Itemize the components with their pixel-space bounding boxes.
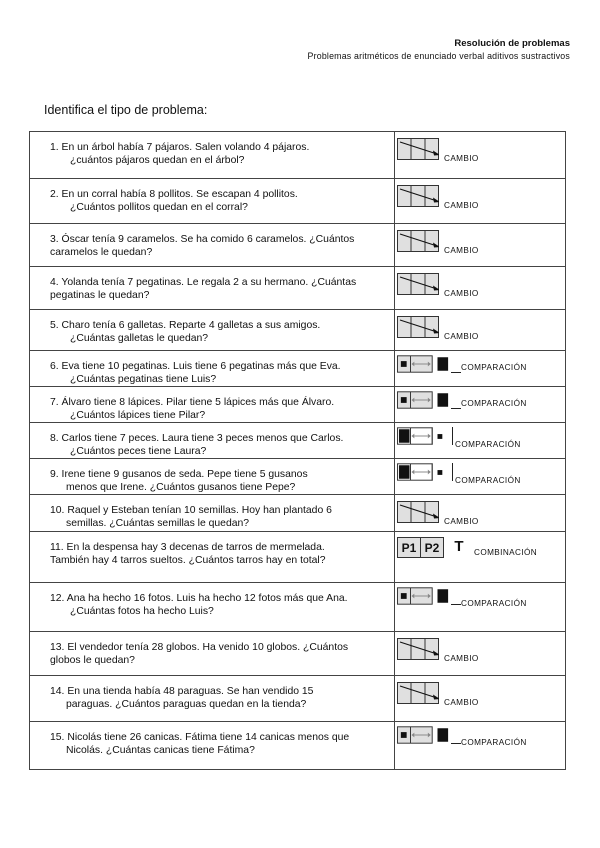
problem-type-cell xyxy=(395,310,566,351)
problem-row xyxy=(30,387,566,423)
problem-line-2: semillas. ¿Cuántas semillas le quedan? xyxy=(66,517,250,529)
comparacion-diagram-icon xyxy=(397,355,451,373)
problem-text-cell xyxy=(30,722,395,770)
problem-text-cell xyxy=(30,387,395,423)
comparacion-diagram-icon xyxy=(397,587,451,605)
problem-row xyxy=(30,179,566,224)
problem-row xyxy=(30,267,566,310)
problem-line-2: globos le quedan? xyxy=(50,654,135,666)
problem-type-cell xyxy=(395,722,566,770)
problem-line-1: 6. Eva tiene 10 pegatinas. Luis tiene 6 pegatinas más que Eva. xyxy=(50,361,341,372)
cambio-label: CAMBIO xyxy=(444,517,479,526)
problem-line-1: 4. Yolanda tenía 7 pegatinas. Le regala 2 a su hermano. ¿Cuántas xyxy=(50,277,357,288)
cambio-label: CAMBIO xyxy=(444,201,479,210)
cambio-diagram-icon xyxy=(397,185,439,207)
cambio-label: CAMBIO xyxy=(444,654,479,663)
problem-line-1: 12. Ana ha hecho 16 fotos. Luis ha hecho 12 fotos más que Ana. xyxy=(50,593,348,604)
problem-line-2: ¿Cuántas galletas le quedan? xyxy=(70,332,209,344)
problem-line-2: caramelos le quedan? xyxy=(50,246,153,258)
problems-table xyxy=(29,131,566,770)
problem-text-cell xyxy=(30,351,395,387)
instruction: Identifica el tipo de problema: xyxy=(44,103,208,117)
underline xyxy=(451,372,461,373)
problem-row xyxy=(30,676,566,722)
problem-type-cell xyxy=(395,459,566,495)
problem-text-cell xyxy=(30,632,395,676)
comparacion-label: COMPARACIÓN xyxy=(461,399,527,408)
problem-type-cell xyxy=(395,495,566,532)
header-subtitle: Problemas aritméticos de enunciado verbal aditivos sustractivos xyxy=(307,51,570,61)
problem-type-cell xyxy=(395,423,566,459)
problem-line-1: 9. Irene tiene 9 gusanos de seda. Pepe tiene 5 gusanos xyxy=(50,469,308,480)
problem-line-2: ¿Cuántas pegatinas tiene Luis? xyxy=(70,373,217,385)
problem-line-2: Nicolás. ¿Cuántas canicas tiene Fátima? xyxy=(66,744,255,756)
problem-row xyxy=(30,310,566,351)
comparacion-diagram-icon xyxy=(397,726,451,744)
cambio-diagram-icon xyxy=(397,501,439,523)
problem-type-cell xyxy=(395,583,566,632)
problem-text-cell xyxy=(30,224,395,267)
cambio-diagram-icon xyxy=(397,230,439,252)
combinacion-box-p1: P1 xyxy=(397,537,421,558)
problem-line-2: ¿Cuántos peces tiene Laura? xyxy=(70,445,207,457)
problem-type-cell xyxy=(395,267,566,310)
problem-row xyxy=(30,532,566,583)
problem-text-cell xyxy=(30,532,395,583)
problem-line-2: paraguas. ¿Cuántos paraguas quedan en la tienda? xyxy=(66,698,307,710)
cambio-label: CAMBIO xyxy=(444,698,479,707)
comparacion-label: COMPARACIÓN xyxy=(455,476,521,485)
problem-line-2: ¿Cuántos lápices tiene Pilar? xyxy=(70,409,206,421)
problem-text-cell xyxy=(30,495,395,532)
problem-text-cell xyxy=(30,267,395,310)
cambio-diagram-icon xyxy=(397,138,439,160)
problem-line-1: 15. Nicolás tiene 26 canicas. Fátima tiene 14 canicas menos que xyxy=(50,732,350,743)
combinacion-box-p2: P2 xyxy=(421,537,444,558)
problem-line-2: ¿Cuántos pollitos quedan en el corral? xyxy=(70,201,248,213)
problem-row xyxy=(30,459,566,495)
problem-row xyxy=(30,132,566,179)
problem-text-cell xyxy=(30,179,395,224)
problem-line-1: 10. Raquel y Esteban tenían 10 semillas. Hoy han plantado 6 xyxy=(50,505,332,516)
problem-type-cell xyxy=(395,387,566,423)
cambio-label: CAMBIO xyxy=(444,246,479,255)
cambio-label: CAMBIO xyxy=(444,332,479,341)
cambio-diagram-icon xyxy=(397,273,439,295)
problem-line-2: pegatinas le quedan? xyxy=(50,289,150,301)
problem-line-2: También hay 4 tarros sueltos. ¿Cuántos tarros hay en total? xyxy=(50,554,326,566)
header-title: Resolución de problemas xyxy=(454,38,570,49)
problem-text-cell xyxy=(30,583,395,632)
comparacion-label: COMPARACIÓN xyxy=(455,440,521,449)
problem-text-cell xyxy=(30,676,395,722)
problem-line-2: ¿cuántos pájaros quedan en el árbol? xyxy=(70,154,245,166)
problem-line-1: 2. En un corral había 8 pollitos. Se escapan 4 pollitos. xyxy=(50,189,298,200)
problem-line-2: menos que Irene. ¿Cuántos gusanos tiene Pepe? xyxy=(66,481,296,493)
problem-type-cell xyxy=(395,532,566,583)
combinacion-box-t: T xyxy=(444,537,474,556)
problem-text-cell xyxy=(30,310,395,351)
problem-text-cell xyxy=(30,459,395,495)
underline xyxy=(451,604,461,605)
cambio-diagram-icon xyxy=(397,638,439,660)
problem-row xyxy=(30,224,566,267)
comparacion-label: COMPARACIÓN xyxy=(461,363,527,372)
problem-row xyxy=(30,423,566,459)
problem-type-cell xyxy=(395,132,566,179)
problem-text-cell xyxy=(30,132,395,179)
problem-row xyxy=(30,722,566,770)
combinacion-label: COMBINACIÓN xyxy=(474,548,538,557)
problem-line-1: 14. En una tienda había 48 paraguas. Se han vendido 15 xyxy=(50,686,314,697)
comparacion-diagram-icon xyxy=(397,391,451,409)
comparacion-label: COMPARACIÓN xyxy=(461,738,527,747)
problem-text-cell xyxy=(30,423,395,459)
problem-row xyxy=(30,351,566,387)
problem-type-cell xyxy=(395,676,566,722)
problem-row xyxy=(30,583,566,632)
comparacion-diagram-icon xyxy=(397,463,451,481)
problem-line-1: 13. El vendedor tenía 28 globos. Ha venido 10 globos. ¿Cuántos xyxy=(50,642,349,653)
problem-line-1: 8. Carlos tiene 7 peces. Laura tiene 3 peces menos que Carlos. xyxy=(50,433,344,444)
problem-line-1: 3. Óscar tenía 9 caramelos. Se ha comido 6 caramelos. ¿Cuántos xyxy=(50,234,355,245)
divider-line xyxy=(452,427,453,445)
problem-type-cell xyxy=(395,632,566,676)
cambio-label: CAMBIO xyxy=(444,154,479,163)
cambio-label: CAMBIO xyxy=(444,289,479,298)
problem-type-cell xyxy=(395,224,566,267)
problem-line-1: 5. Charo tenía 6 galletas. Reparte 4 galletas a sus amigos. xyxy=(50,320,321,331)
underline xyxy=(451,408,461,409)
comparacion-label: COMPARACIÓN xyxy=(461,599,527,608)
comparacion-diagram-icon xyxy=(397,427,451,445)
problem-type-cell xyxy=(395,179,566,224)
cambio-diagram-icon xyxy=(397,682,439,704)
problem-line-1: 1. En un árbol había 7 pájaros. Salen volando 4 pájaros. xyxy=(50,142,310,153)
underline xyxy=(451,743,461,744)
problem-type-cell xyxy=(395,351,566,387)
problem-line-1: 11. En la despensa hay 3 decenas de tarros de mermelada. xyxy=(50,542,325,553)
combinacion-diagram-icon xyxy=(397,537,474,557)
problem-line-1: 7. Álvaro tiene 8 lápices. Pilar tiene 5 lápices más que Álvaro. xyxy=(50,397,335,408)
divider-line xyxy=(452,463,453,481)
problem-row xyxy=(30,632,566,676)
problem-row xyxy=(30,495,566,532)
problem-line-2: ¿Cuántas fotos ha hecho Luis? xyxy=(70,605,214,617)
cambio-diagram-icon xyxy=(397,316,439,338)
